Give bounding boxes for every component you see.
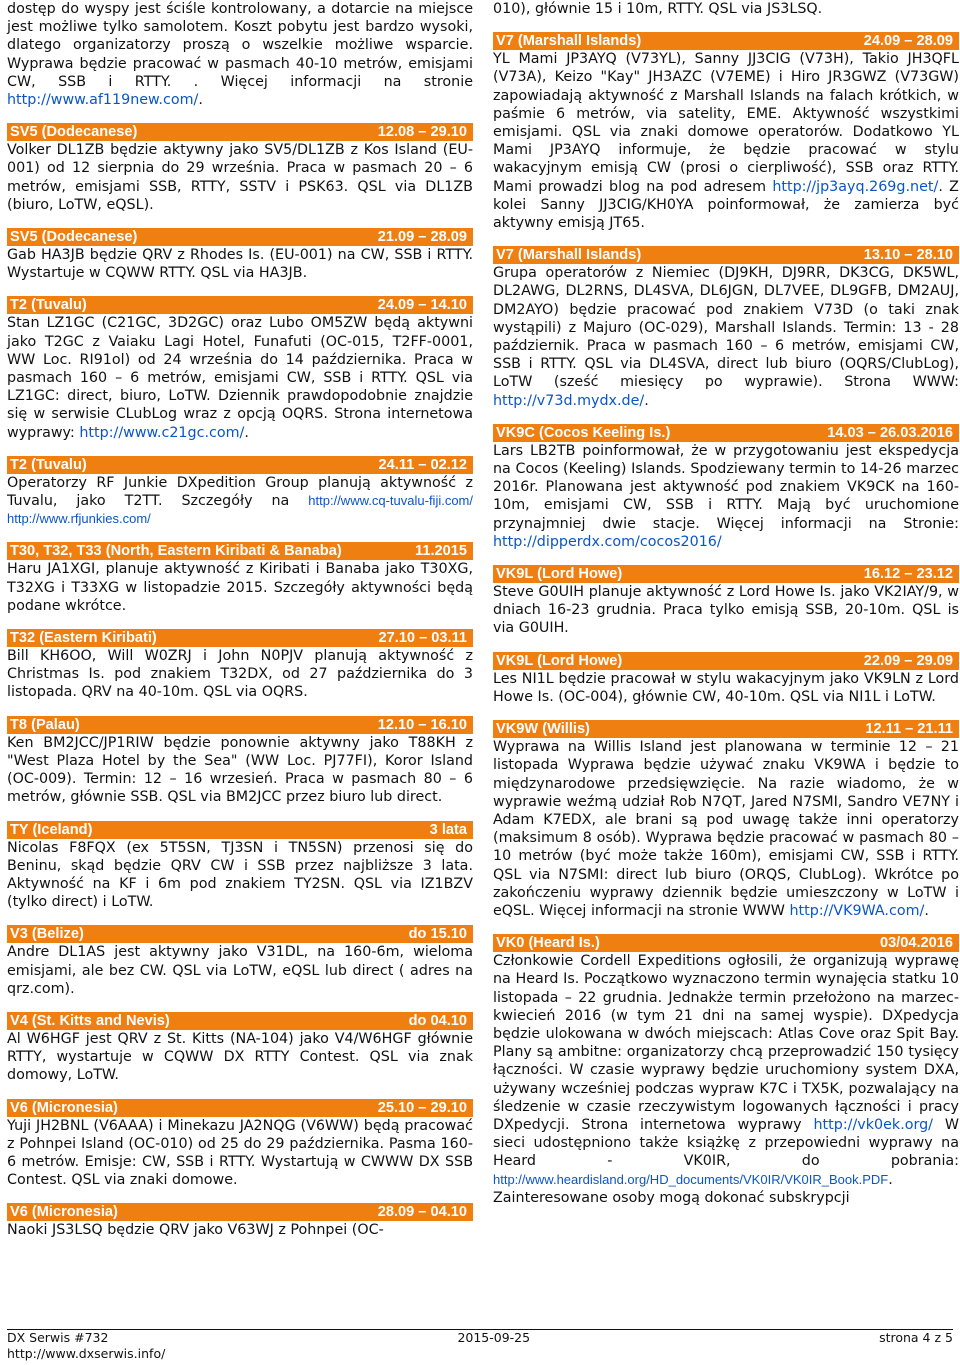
continuation-paragraph: 010), głównie 15 i 10m, RTTY. QSL via JS3LSQ. bbox=[493, 1, 823, 17]
entry-text: Al W6HGF jest QRV z St. Kitts (NA-104) jako V4/W6HGF głównie RTTY, wystartuje w CQWW DX RTTY Contest. QSL via znak domowy, LoTW. bbox=[7, 1030, 473, 1084]
entry-header: T8 (Palau) 12.10 – 16.10 bbox=[7, 716, 473, 734]
entry-text: Grupa operatorów z Niemiec (DJ9KH, DJ9RR, DK3CG, DK5WL, DL2AWG, DL2RNS, DL4SVA, DL6JGN, DL7VEE, DL9GFB, DM2AUJ, DM2AYO) będzie pracować pod znakiem V73D (o taki znak wystąpili) z Majuro (OC-029), Marshall Islands. Termin: 13 - 28 październik. Praca w pasmach 160 – 6 metrów, emisjami CW, SSB i RTTY. QSL via DL4SVA, direct lub biuro (OQRS/ClubLog), LoTW (sześć miesięcy po wyprawie). Strona WWW: http://v73d.mydx.de/. bbox=[493, 265, 959, 409]
footer-date: 2015-09-25 bbox=[457, 1330, 531, 1345]
dipperdx-link[interactable]: http://dipperdx.com/cocos2016/ bbox=[493, 533, 722, 550]
entry-text: Operatorzy RF Junkie DXpedition Group planują aktywność z Tuvalu, jako T2TT. Szczegóły na http://www.cq-tuvalu-fiji.com/ http://www.rfjunkies.com/ bbox=[7, 474, 473, 527]
entry-text: Yuji JH2BNL (V6AAA) i Minekazu JA2NQG (V6WW) będą pracować z Pohnpei Island (OC-010) od 25 do 29 października. Pasma 160-6 metrów. Emisje: CW, SSB i RTTY. Wystartują w CWWW DX SSB Contest. QSL via znaki domowe. bbox=[7, 1117, 473, 1189]
entry-header: V7 (Marshall Islands) 13.10 – 28.10 bbox=[493, 246, 959, 264]
entry-header: T30, T32, T33 (North, Eastern Kiribati & Banaba) 11.2015 bbox=[7, 542, 473, 560]
entry-header: V6 (Micronesia) 28.09 – 04.10 bbox=[7, 1203, 473, 1221]
entry-header: V4 (St. Kitts and Nevis) do 04.10 bbox=[7, 1012, 473, 1030]
entry-text: Andre DL1AS jest aktywny jako V31DL, na 160-6m, wieloma emisjami, ale bez CW. QSL via LoTW, eQSL lub direct ( adres na qrz.com). bbox=[7, 944, 473, 997]
page-footer bbox=[7, 1329, 953, 1365]
entry-text: Wyprawa na Willis Island jest planowana w terminie 12 – 21 listopada Wyprawa będzie używać znaku VK9WA i będzie to międzynarodowe przedsięwzięcie. Na razie wiadomo, że w wyprawie weźmą udział Rob N7QT, Jared N7SMI, Sandro VE7NY i Adam K7EDX, ale brani są pod uwagę także inni operatorzy (maksimum 8 osób). Wyprawa będzie pracować w pasmach 80 – 10 metrów (być może także 160m), emisjami CW, SSB i RTTY. QSL via N7SMI: direct lub biuro (ORQS, ClubLog). Wkrótce po zakończeniu wyprawy dziennik będzie umieszczony w LoTW i eQSL. Więcej informacji na stronie WWW http://VK9WA.com/. bbox=[493, 739, 959, 919]
entry-text: Ken BM2JCC/JP1RIW będzie ponownie aktywny jako T88KH z "West Plaza Hotel by the Sea" (WW Loc. PJ77FI), Koror Island (OC-009). Termin: 12 – 16 wrzesień. Praca w pasmach 80 – 6 metrów, głównie SSB. QSL via BM2JCC przez biuro lub direct. bbox=[7, 734, 473, 806]
jp3ayq-blog-link[interactable]: http://jp3ayq.269g.net/ bbox=[772, 178, 939, 195]
entry-header: T2 (Tuvalu) 24.09 – 14.10 bbox=[7, 296, 473, 314]
entry-header: VK9W (Willis) 12.11 – 21.11 bbox=[493, 720, 959, 738]
intro-link[interactable]: http://www.af119new.com/ bbox=[7, 92, 199, 109]
entry-header: VK0 (Heard Is.) 03/04.2016 bbox=[493, 934, 959, 952]
entry-header: T32 (Eastern Kiribati) 27.10 – 03.11 bbox=[7, 629, 473, 647]
entry-text: Nicolas F8FQX (ex 5T5SN, TJ3SN i TN5SN) przenosi się do Beninu, skąd będzie QRV CW i SSB przez najbliższe 3 lata. Aktywność na KF i 6m pod znakiem TY2SN. QSL via IZ1BZV (tylko direct) i LoTW. bbox=[7, 839, 473, 911]
entry-header: V3 (Belize) do 15.10 bbox=[7, 925, 473, 943]
entry-header: VK9L (Lord Howe) 22.09 – 29.09 bbox=[493, 652, 959, 670]
right-column bbox=[493, 0, 959, 1207]
entry-header: T2 (Tuvalu) 24.11 – 02.12 bbox=[7, 456, 473, 474]
intro-paragraph: dostęp do wyspy jest ściśle kontrolowany, a dotarcie na miejsce jest możliwe tylko samolotem. Koszt pobytu jest bardzo wysoki, dlatego organizatorzy proszą o wszelkie możliwe wsparcie. Wyprawa będzie pracować w pasmach 40-10 metrów, emisjami CW, SSB i RTTY. . Więcej informacji na stronie http://www.af119new.com/. bbox=[7, 1, 473, 109]
entry-header: TY (Iceland) 3 lata bbox=[7, 821, 473, 839]
entry-text: Stan LZ1GC (C21GC, 3D2GC) oraz Lubo OM5ZW będą aktywni jako T2GC z Vaiaku Lagi Hotel, Funafuti (OC-015, T2FF-0001, WW Loc. RI91ol) od 24 września do 14 października. Praca w pasmach 160 – 6 metrów, emisjami CW, SSB i RTTY. QSL via LZ1GC: direct, biuro, LoTW. Dziennik prawdopodobnie znajdzie się w serwisie CLubLog wraz z opcją OQRS. Strona internetowa wyprawy: http://www.c21gc.com/. bbox=[7, 315, 473, 441]
c21gc-link[interactable]: http://www.c21gc.com/ bbox=[79, 424, 245, 441]
entry-text: Haru JA1XGI, planuje aktywność z Kiribati i Banaba jako T30XG, T32XG i T33XG w listopadzie 2015. Szczegóły aktywności będą podane wkrótce. bbox=[7, 561, 473, 614]
vk9wa-link[interactable]: http://VK9WA.com/ bbox=[789, 902, 925, 919]
vk0ek-link[interactable]: http://vk0ek.org/ bbox=[813, 1116, 934, 1133]
entry-text: Gab HA3JB będzie QRV z Rhodes Is. (EU-001) na CW, SSB i RTTY. Wystartuje w CQWW RTTY. QSL via HA3JB. bbox=[7, 247, 473, 282]
v73d-link[interactable]: http://v73d.mydx.de/ bbox=[493, 392, 645, 409]
rfjunkies-link[interactable]: http://www.rfjunkies.com/ bbox=[7, 511, 151, 527]
entry-header: VK9C (Cocos Keeling Is.) 14.03 – 26.03.2016 bbox=[493, 424, 959, 442]
entry-text: Lars LB2TB poinformował, że w przygotowaniu jest ekspedycja na Cocos (Keeling) Islands. Spodziewany termin to 14-26 marzec 2016r. Planowana jest aktywność pod znakiem VK9CK na 160-10m, emisjami CW, SSB i RTTY. Mają być uruchomione przynajmniej dwie stacje. Więcej informacji na Stronie: http://dipperdx.com/cocos2016/ bbox=[493, 442, 959, 550]
entry-header: SV5 (Dodecanese) 21.09 – 28.09 bbox=[7, 228, 473, 246]
footer-page-number: strona 4 z 5 bbox=[879, 1330, 953, 1345]
cq-tuvalu-link[interactable]: http://www.cq-tuvalu-fiji.com/ bbox=[308, 493, 473, 509]
entry-header: VK9L (Lord Howe) 16.12 – 23.12 bbox=[493, 565, 959, 583]
left-column bbox=[7, 0, 473, 1240]
entry-text: YL Mami JP3AYQ (V73YL), Sanny JJ3CIG (V73H), Takio JH3QFL (V73A), Keizo "Kay" JH3AZC (V7EME) i Hiro JR3GWZ (V73GW) zapowiadają aktywność z Marshall Islands na falach krótkich, w paśmie 6 metrów, via satelity, EME. Aktywność wszystkimi emisjami. QSL via znaki domowe operatorów. Dodatkowo YL Mami JP3AYQ informuje, że będzie pracować w stylu wakacyjnym emisją CW (prosi o cierpliwość), SSB oraz RTTY. Mami prowadzi blog na pod adresem http://jp3ayq.269g.net/. Z kolei Sanny JJ3CIG/KH0YA poinformował, że zamierza być aktywny emisją JT65. bbox=[493, 51, 959, 232]
entry-text: Naoki JS3LSQ będzie QRV jako V63WJ z Pohnpei (OC- bbox=[7, 1222, 384, 1239]
footer-issue: DX Serwis #732 bbox=[7, 1330, 109, 1345]
entry-text: Les NI1L będzie pracował w stylu wakacyjnym jako VK9LN z Lord Howe Is. (OC-004), głównie CW, 40-10m. QSL via NI1L i LoTW. bbox=[493, 670, 959, 705]
entry-text: Bill KH6OO, Will W0ZRJ i John N0PJV planują aktywność z Christmas Is. pod znakiem T32DX, od 27 października do 3 listopada. QRV na 40-10m. QSL via OQRS. bbox=[7, 648, 473, 701]
entry-text: Członkowie Cordell Expeditions ogłosili, że organizują wyprawę na Heard Is. Początkowo wyznaczono termin wynajęcia statku 10 listopada – 22 grudnia. Jednakże termin przełożono na marzec-kwiecień 2016 (w tym 21 dni na samej wyspie). DXpedycja będzie ulokowana w dwóch miejscach: Atlas Cove oraz Spit Bay. Plany są ambitne: organizatorzy chcą przeprowadzić 150 tysięcy łączności. W czasie wyprawy będzie uruchomiony system DXA, używany wcześniej podczas wypraw K7C i TX5K, pozwalający na śledzenie w czasie rzeczywistym logowanych łączności i pracy DXpedycji. Strona internetowa wyprawy http://vk0ek.org/ W sieci udostępniono także książkę z przepowiedni wyprawy na Heard - VK0IR, do pobrania: http://www.heardisland.org/HD_documents/VK0IR/VK0IR_Book.PDF. Zainteresowane osoby mogą dokonać subskrypcji bbox=[493, 953, 959, 1206]
entry-text: Volker DL1ZB będzie aktywny jako SV5/DL1ZB z Kos Island (EU-001) od 12 sierpnia do 29 września. Praca w pasmach 20 – 6 metrów, emisjami SSB, RTTY, SSTV i PSK63. QSL via DL1ZB (biuro, LoTW, eQSL). bbox=[7, 142, 473, 213]
entry-header: SV5 (Dodecanese) 12.08 – 29.10 bbox=[7, 123, 473, 141]
entry-text: Steve G0UIH planuje aktywność z Lord Howe Is. jako VK2IAY/9, w dniach 16-23 grudnia. Praca tylko emisją SSB, 20-10m. QSL is via G0UIH. bbox=[493, 584, 959, 637]
entry-header: V6 (Micronesia) 25.10 – 29.10 bbox=[7, 1099, 473, 1117]
heardisland-book-link[interactable]: http://www.heardisland.org/HD_documents/VK0IR/VK0IR_Book.PDF bbox=[493, 1171, 889, 1187]
entry-header: V7 (Marshall Islands) 24.09 – 28.09 bbox=[493, 32, 959, 50]
footer-site-link[interactable]: http://www.dxserwis.info/ bbox=[7, 1346, 166, 1361]
